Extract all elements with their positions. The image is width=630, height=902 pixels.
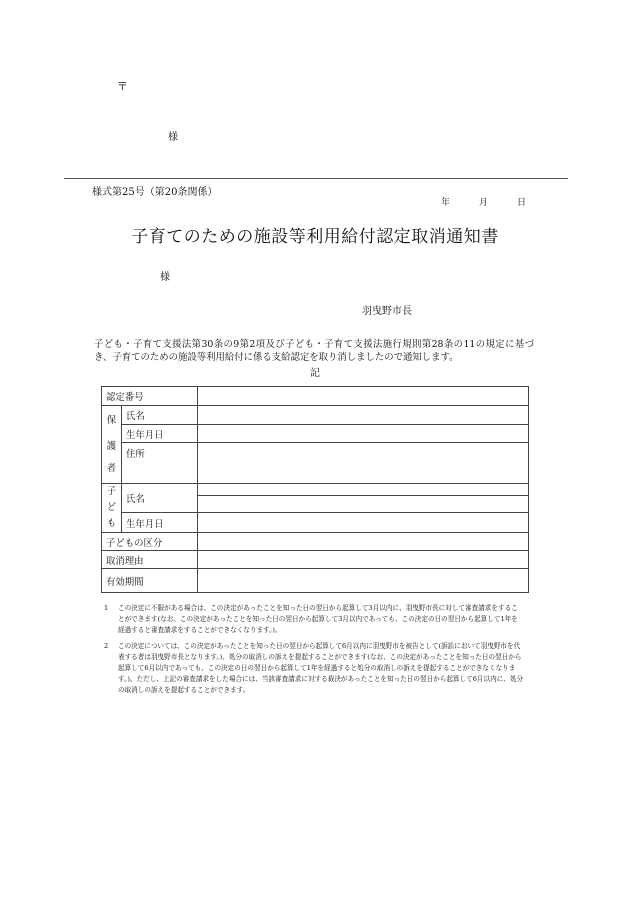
child-name-value-a xyxy=(198,484,529,496)
valid-period-label: 有効期間 xyxy=(102,569,198,593)
guardian-label: 保 護 者 xyxy=(102,406,122,484)
form-number: 様式第25号（第20条関係） xyxy=(92,187,218,198)
child-category-label: 子どもの区分 xyxy=(102,533,198,551)
date-month: 月 xyxy=(479,198,489,208)
details-table xyxy=(101,386,529,593)
guardian-address-value xyxy=(198,443,529,484)
date-year: 年 xyxy=(441,198,451,208)
child-name-value-b xyxy=(198,495,529,512)
guardian-address-label: 住所 xyxy=(122,443,198,484)
note-2-number: 2 xyxy=(104,642,109,650)
note-1-text: この決定に不服がある場合は、この決定があったことを知った日の翌日から起算して3月以内に、羽曳野市長に対して審査請求をすることができます(なお、この決定があったことを知った日の翌日から起算して3月以内であっても、この決定の日の翌日から起算して1年を経過すると審査請求をすることができなくなります。)。 xyxy=(118,604,518,634)
cert-number-value xyxy=(198,387,529,406)
date-day: 日 xyxy=(517,198,527,208)
child-label: 子 ど も xyxy=(102,484,122,533)
cert-number-label: 認定番号 xyxy=(102,387,198,406)
ki-marker: 記 xyxy=(310,368,320,379)
separator-line xyxy=(64,178,568,179)
note-2 xyxy=(104,641,524,696)
guardian-name-label: 氏名 xyxy=(122,406,198,425)
valid-period-value xyxy=(198,569,529,593)
note-1-number: 1 xyxy=(104,604,109,612)
child-category-value xyxy=(198,533,529,551)
child-name-label: 氏名 xyxy=(122,484,198,513)
note-2-text: この決定については、この決定があったことを知った日の翌日から起算して6月以内に羽曳野市を被告として(訴訟において羽曳野市を代表する者は羽曳野市長となります。)、処分の取消しの訴えを提起することができます(なお、この決定があったことを知った日の翌日から起算して6月以内であっても、この決定の日の翌日から起算して1年を経過すると処分の取消しの訴えを提起することができなくなります。)。ただし、上記の審査請求をした場合には、当該審査請求に対する裁決があったことを知った日の翌日から起算して6月以内に、処分の取消しの訴えを提起することができます。 xyxy=(118,642,524,694)
body-text: 子ども・子育て支援法第30条の9第2項及び子ども・子育て支援法施行規則第28条の11の規定に基づき、子育てのための施設等利用給付に係る支給認定を取り消しましたので通知します。 xyxy=(94,339,534,363)
cancel-reason-value xyxy=(198,551,529,569)
document-title: 子育てのための施設等利用給付認定取消通知書 xyxy=(131,227,499,247)
cancel-reason-label: 取消理由 xyxy=(102,551,198,569)
postal-mark: 〒 xyxy=(117,80,128,93)
child-birth-label: 生年月日 xyxy=(122,513,198,533)
note-1 xyxy=(104,603,524,636)
issuer-name: 羽曳野市長 xyxy=(362,306,412,317)
address-honorific: 様 xyxy=(168,132,178,143)
guardian-birth-value xyxy=(198,425,529,443)
guardian-birth-label: 生年月日 xyxy=(122,425,198,443)
child-birth-value xyxy=(198,513,529,533)
guardian-name-value xyxy=(198,406,529,425)
recipient-honorific: 様 xyxy=(160,272,170,283)
